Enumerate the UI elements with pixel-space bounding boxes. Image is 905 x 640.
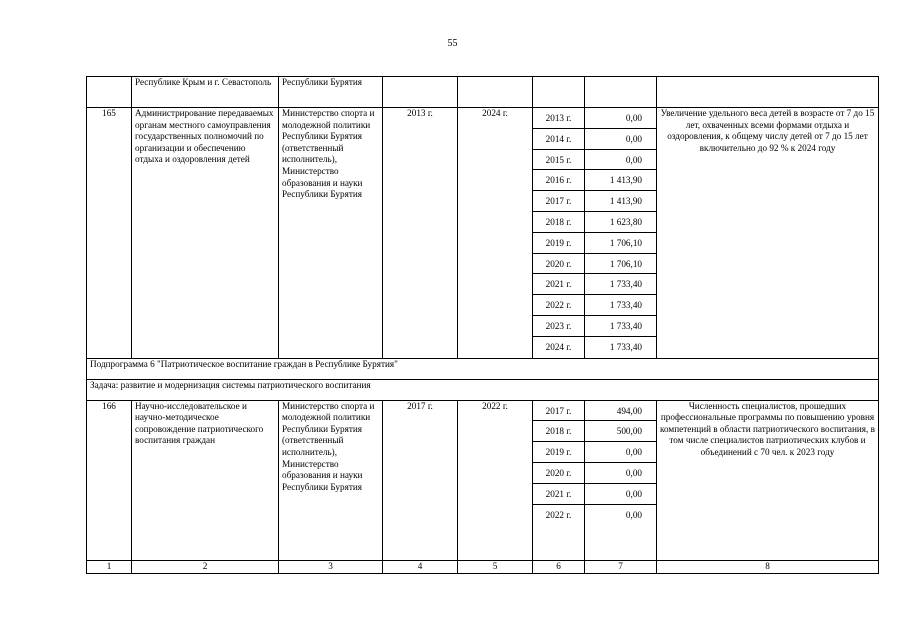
column-number: 6: [533, 560, 585, 573]
measure-name: Научно-исследовательское и научно-методическое сопровождение патриотического воспитания граждан: [132, 400, 279, 560]
finance-amount: 0,00: [585, 463, 656, 484]
end-year: 2024 г.: [458, 108, 533, 359]
task-row: [87, 379, 879, 400]
finance-year: 2022 г.: [533, 295, 584, 316]
measure-name: Администрирование передаваемых органам местного самоуправления государственных полномочий по организации и обеспечению отдыха и оздоровления детей: [132, 108, 279, 359]
finance-year: 2017 г.: [533, 191, 584, 212]
table-row-166: [87, 400, 879, 560]
finance-amount: 0,00: [625, 509, 642, 520]
column-number: 2: [132, 560, 279, 573]
finance-year: 2021 г.: [533, 484, 584, 505]
finance-amounts: [585, 401, 656, 526]
finance-year: 2020 г.: [533, 463, 584, 484]
finance-year: 2019 г.: [533, 442, 584, 463]
expected-result: Увеличение удельного веса детей в возрасте от 7 до 15 лет, охваченных всеми формами отдыха и оздоровления, к общему числу детей от 7 до 15 лет включительно до 92 % к 2024 году: [657, 108, 879, 359]
row-number: 165: [87, 108, 132, 359]
continuation-row: [87, 77, 879, 108]
finance-amount: 500,00: [585, 421, 656, 442]
finance-amount: 1 413,90: [585, 170, 656, 191]
finance-year: 2019 г.: [533, 233, 584, 254]
finance-year: 2015 г.: [533, 150, 584, 171]
subprogram-title: Подпрограмма 6 "Патриотическое воспитание граждан в Республике Бурятия": [87, 358, 879, 379]
executor: Министерство спорта и молодежной политики Республики Бурятия (ответственный исполнитель), Министерство образования и науки Республики Бурятия: [279, 400, 383, 560]
column-number: 8: [657, 560, 879, 573]
program-table: [86, 76, 879, 574]
column-number: 7: [585, 560, 657, 573]
subprogram-row: [87, 358, 879, 379]
finance-amount: 1 413,90: [585, 191, 656, 212]
cont-executor-cell: Республики Бурятия: [279, 77, 383, 108]
finance-year: 2018 г.: [533, 421, 584, 442]
start-year: 2017 г.: [383, 400, 458, 560]
task-title: Задача: развитие и модернизация системы патриотического воспитания: [87, 379, 879, 400]
column-number: 3: [279, 560, 383, 573]
finance-year: 2022 г.: [545, 509, 572, 520]
finance-amount: 0,00: [585, 150, 656, 171]
row-number: 166: [87, 400, 132, 560]
finance-year: 2020 г.: [533, 254, 584, 275]
finance-amount: 0,00: [585, 108, 656, 129]
finance-amount: 1 733,40: [609, 341, 642, 352]
column-number: 4: [383, 560, 458, 573]
page-number: 55: [447, 38, 458, 49]
column-number: 1: [87, 560, 132, 573]
finance-amount: 0,00: [585, 442, 656, 463]
finance-amount: 1 733,40: [585, 274, 656, 295]
finance-year: 2014 г.: [533, 129, 584, 150]
finance-year: 2018 г.: [533, 212, 584, 233]
executor: Министерство спорта и молодежной политики Республики Бурятия (ответственный исполнитель), Министерство образования и науки Республики Бурятия: [279, 108, 383, 359]
start-year: 2013 г.: [383, 108, 458, 359]
cont-name-cell: Республике Крым и г. Севастополь: [132, 77, 279, 108]
finance-years: [533, 401, 584, 526]
finance-amounts: [585, 108, 656, 358]
finance-year: 2017 г.: [533, 401, 584, 422]
finance-amount: 0,00: [585, 129, 656, 150]
finance-amount: 1 706,10: [585, 233, 656, 254]
finance-amount: 1 733,40: [585, 295, 656, 316]
table-row-165: [87, 108, 879, 359]
finance-amount: 494,00: [585, 401, 656, 422]
column-number: 5: [458, 560, 533, 573]
finance-year: 2013 г.: [533, 108, 584, 129]
finance-year: 2021 г.: [533, 274, 584, 295]
column-number-row: [87, 560, 879, 573]
finance-year: 2024 г.: [545, 341, 572, 352]
finance-years: [533, 108, 584, 358]
finance-amount: 0,00: [585, 484, 656, 505]
finance-amount: 1 706,10: [585, 254, 656, 275]
expected-result: Численность специалистов, прошедших профессиональные программы по повышению уровня компетенций в области патриотического воспитания, в том числе специалистов патриотических клубов и объединений с 70 чел. к 2023 году: [657, 400, 879, 560]
finance-year: 2016 г.: [533, 170, 584, 191]
end-year: 2022 г.: [458, 400, 533, 560]
finance-amount: 1 733,40: [585, 316, 656, 337]
finance-amount: 1 623,80: [585, 212, 656, 233]
finance-year: 2023 г.: [533, 316, 584, 337]
